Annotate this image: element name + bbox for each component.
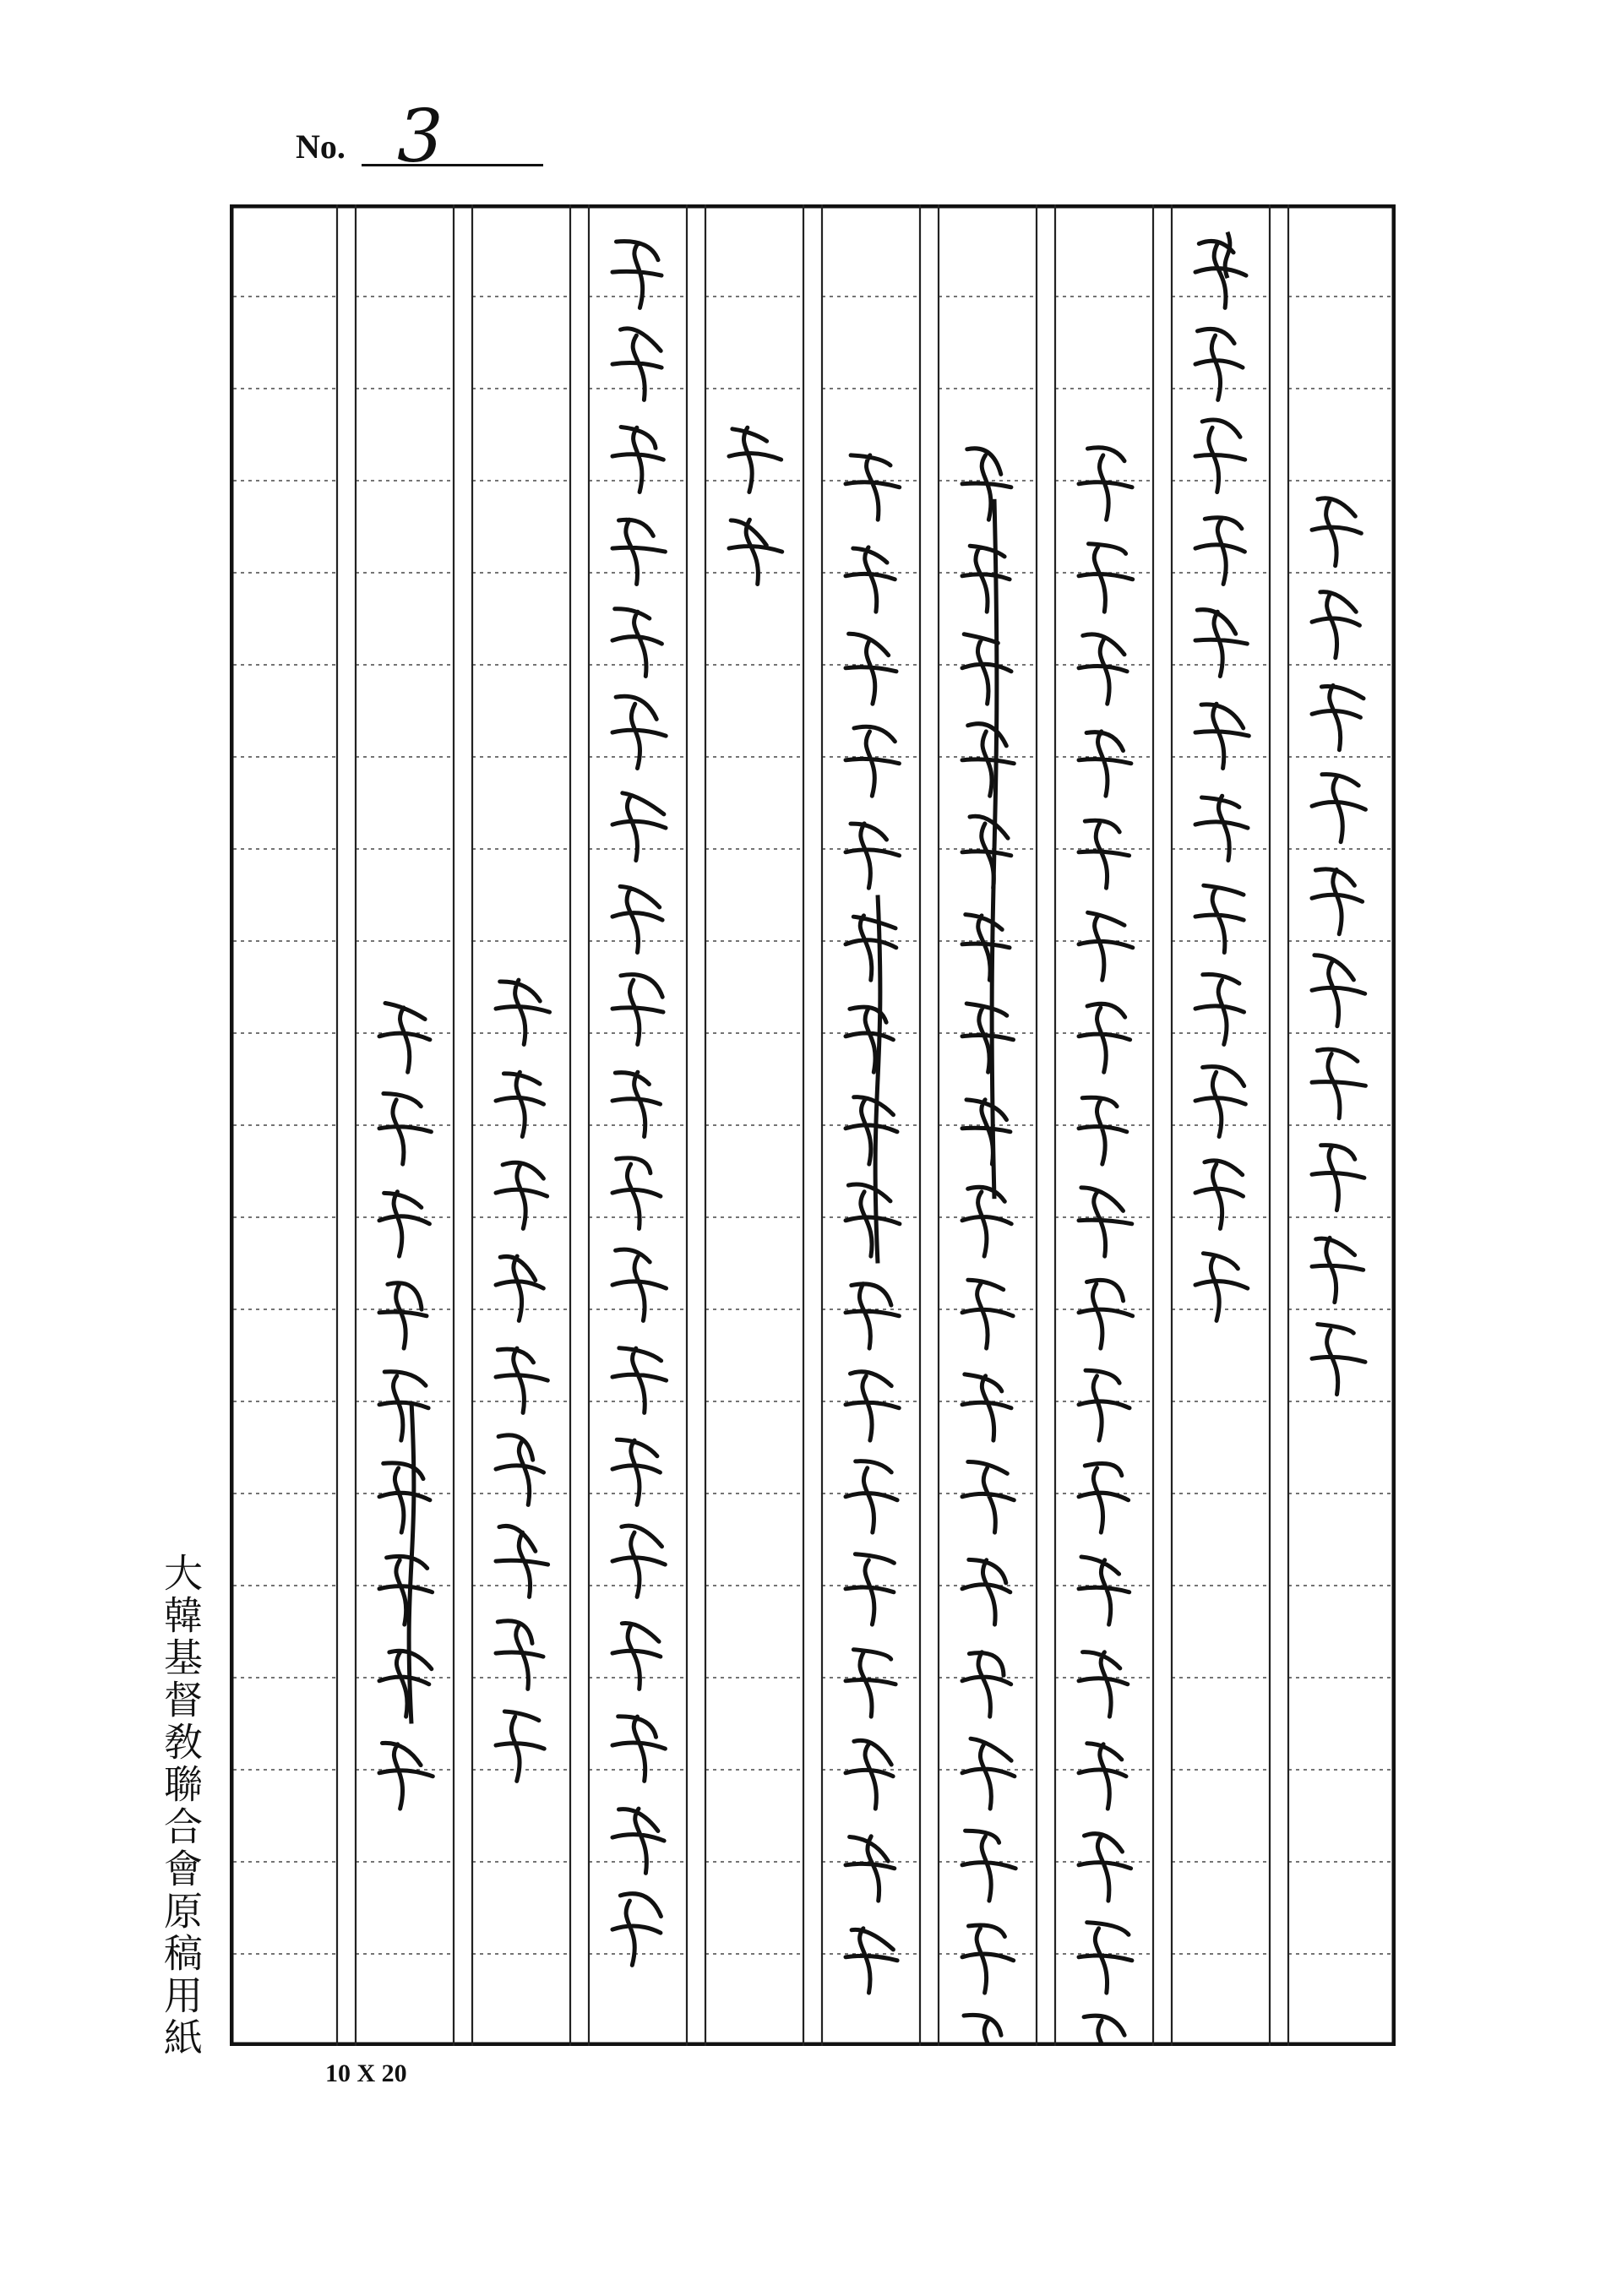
grid-size-label: 10 X 20 — [325, 2059, 407, 2087]
side-label: 大韓基督敎聯合會原稿用紙 — [158, 1553, 204, 2059]
page-number-label: No. — [296, 128, 346, 166]
page-number-underline — [362, 164, 543, 166]
page-number-value: 3 — [397, 95, 444, 179]
